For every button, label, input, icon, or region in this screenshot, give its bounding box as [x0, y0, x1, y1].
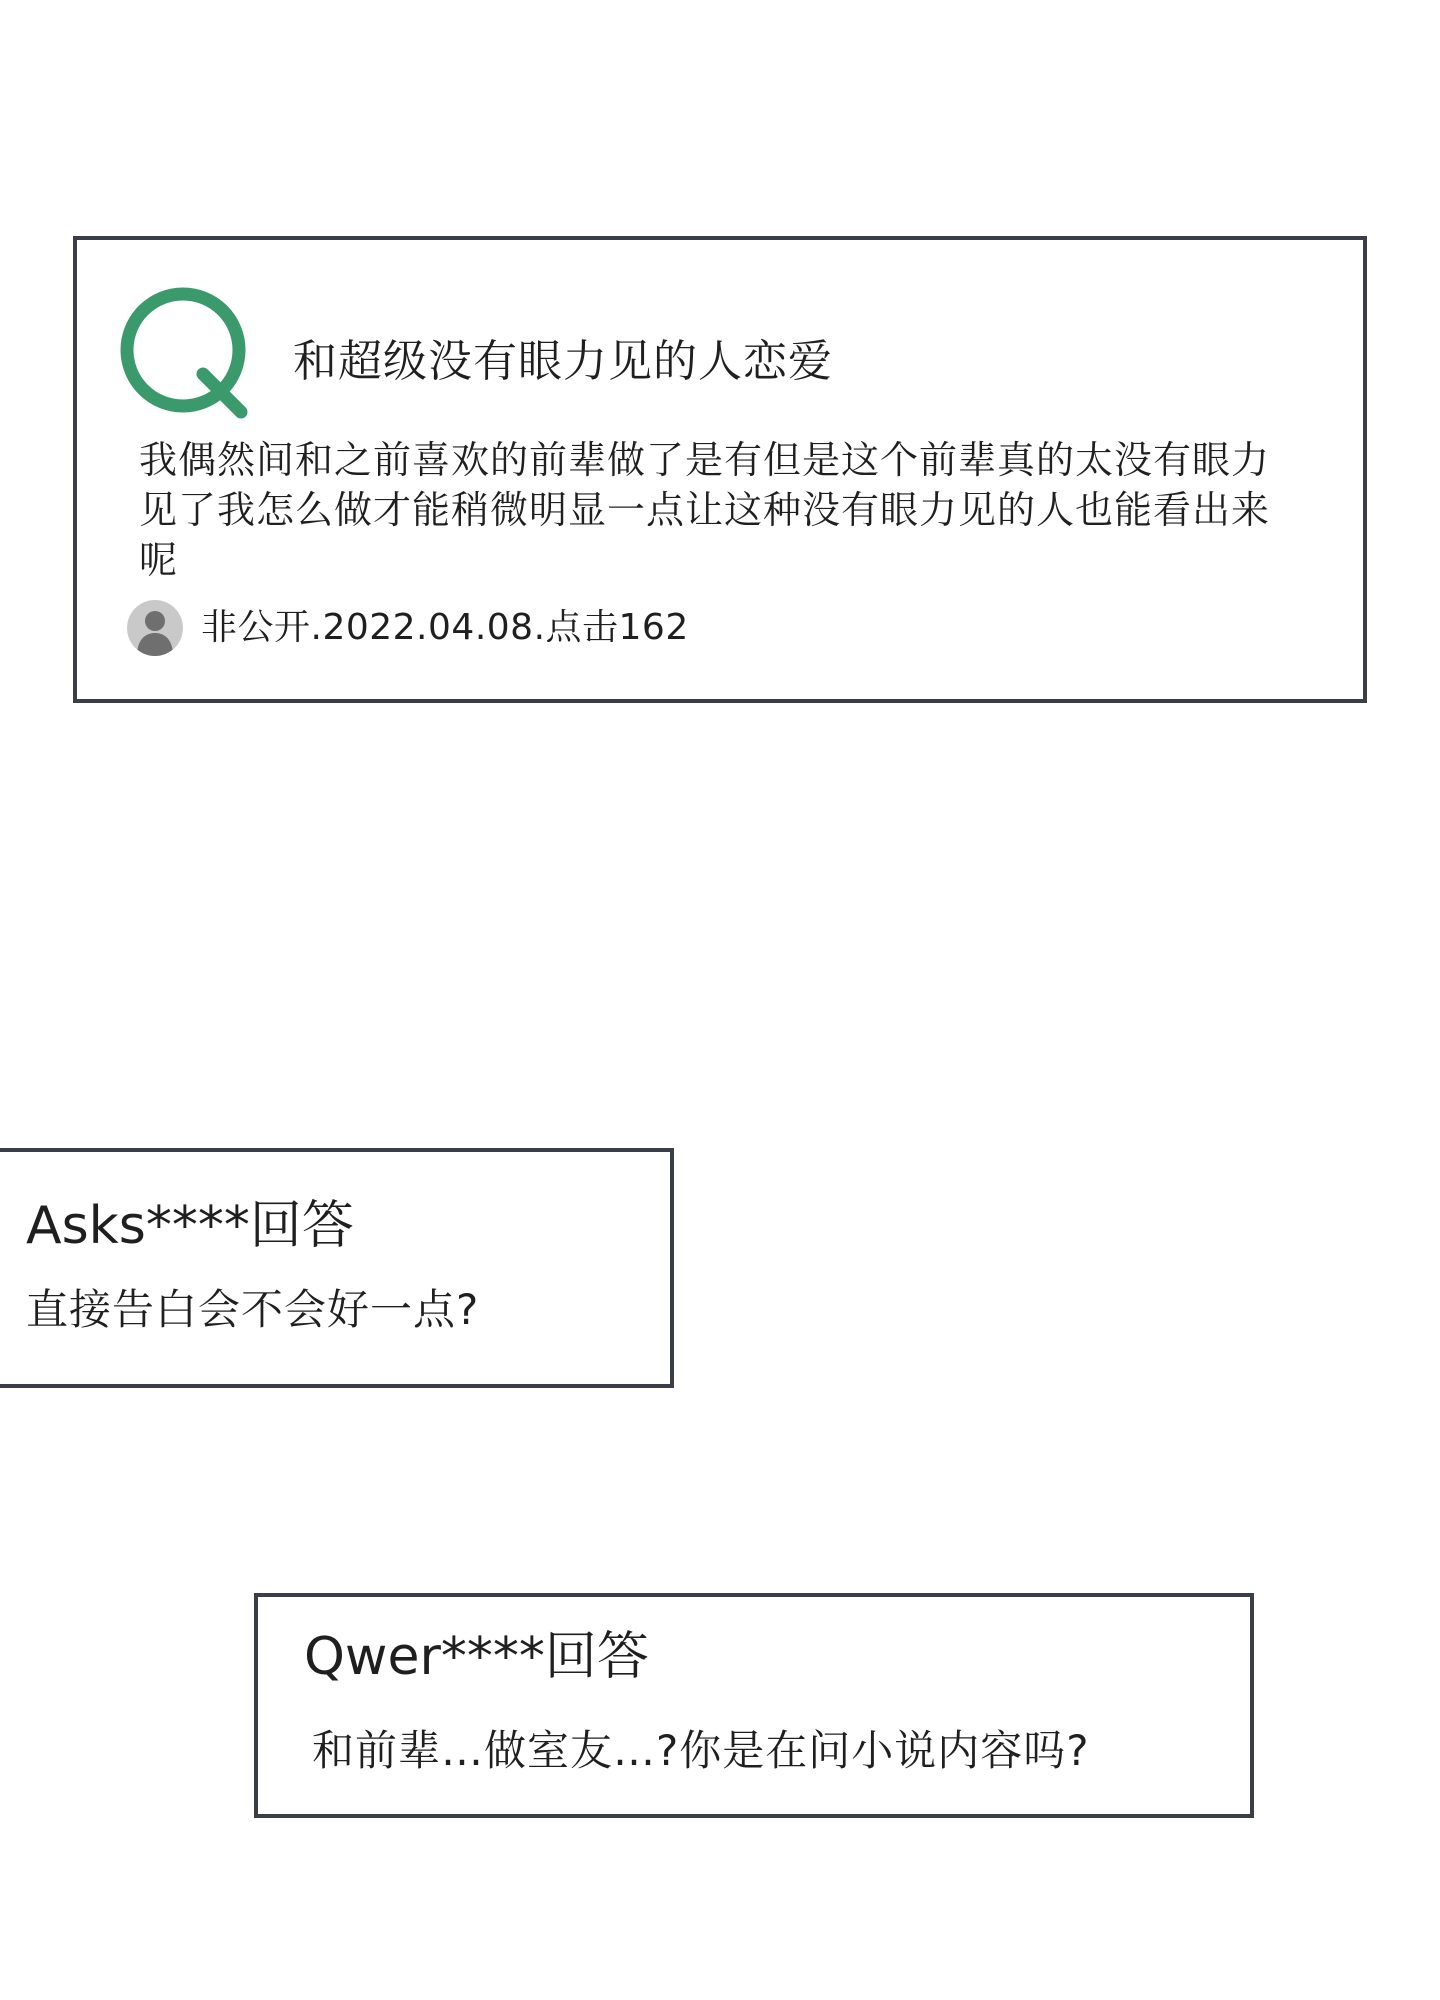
- answer-text: 直接告白会不会好一点?: [26, 1285, 480, 1334]
- question-meta-text: 非公开.2022.04.08.点击162: [201, 607, 689, 648]
- q-letter-icon: [119, 286, 259, 426]
- question-body: 我偶然间和之前喜欢的前辈做了是有但是这个前辈真的太没有眼力见了我怎么做才能稍微明显一点让这种没有眼力见的人也能看出来呢: [139, 438, 1271, 582]
- question-title: 和超级没有眼力见的人恋爱: [293, 336, 833, 387]
- answer-card: [254, 1593, 1254, 1818]
- user-avatar-icon: [127, 600, 183, 656]
- answer-author: Qwer****回答: [304, 1627, 649, 1687]
- question-meta: [127, 600, 689, 656]
- answer-card: [0, 1148, 674, 1388]
- answer-text: 和前辈…做室友…?你是在问小说内容吗?: [312, 1726, 1090, 1775]
- question-card: [73, 236, 1367, 703]
- answer-author: Asks****回答: [26, 1196, 354, 1256]
